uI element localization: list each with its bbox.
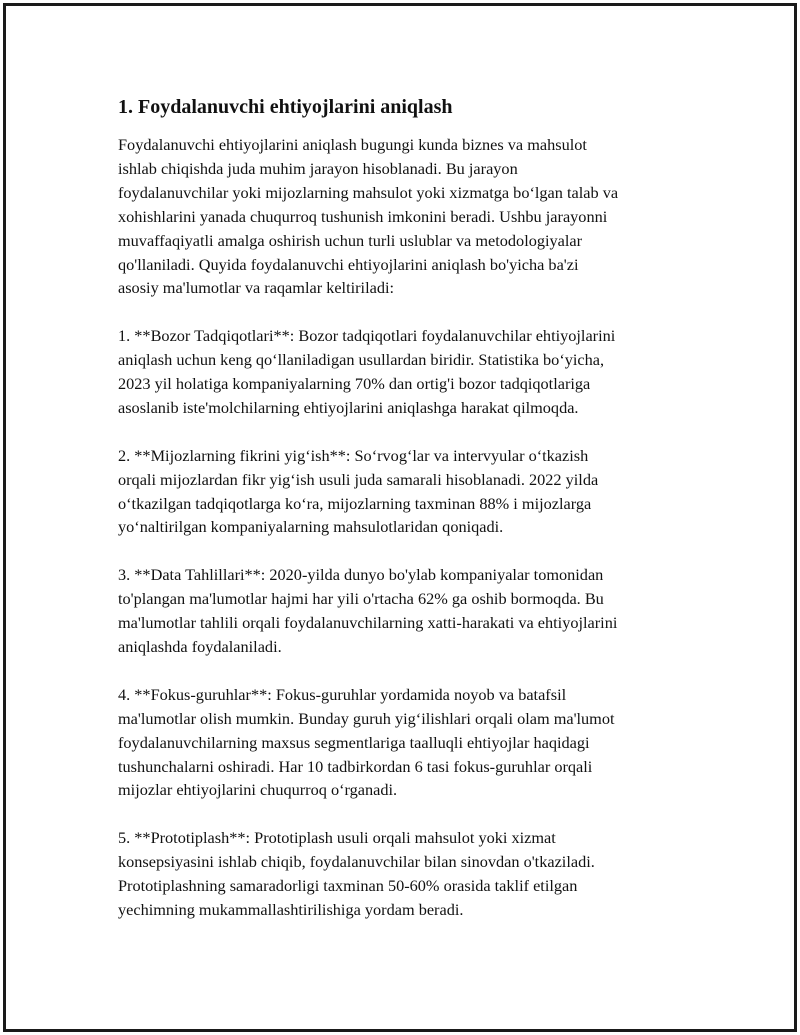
text-line: o‘tkazilgan tadqiqotlarga ko‘ra, mijozlarning taxminan 88% i mijozlarga: [118, 493, 592, 513]
text-line: 3. **Data Tahlillari**: 2020-yilda dunyo bo'ylab kompaniyalar tomonidan: [118, 565, 604, 585]
text-line: muvaffaqiyatli amalga oshirish uchun turli uslublar va metodologiyalar: [118, 230, 583, 250]
text-line: 2. **Mijozlarning fikrini yig‘ish**: So‘rvog‘lar va intervyular o‘tkazish: [118, 445, 589, 465]
intro-paragraph: [118, 133, 688, 300]
text-line: ma'lumotlar tahlili orqali foydalanuvchilarning xatti-harakati va ehtiyojlarini: [118, 613, 618, 633]
text-line: mijozlar ehtiyojlarini chuqurroq o‘rganadi.: [118, 780, 398, 800]
text-line: ma'lumotlar olish mumkin. Bunday guruh yig‘ilishlari orqali olam ma'lumot: [118, 708, 615, 728]
text-line: yechimning mukammallashtirilishiga yordam beradi.: [118, 899, 464, 919]
text-line: to'plangan ma'lumotlar hajmi har yili o'rtacha 62% ga oshib bormoqda. Bu: [118, 589, 604, 609]
item-prototiplash: [118, 826, 688, 922]
text-line: 2023 yil holatiga kompaniyalarning 70% dan ortig'i bozor tadqiqotlariga: [118, 374, 591, 394]
text-line: yo‘naltirilgan kompaniyalarning mahsulotlaridan qoniqadi.: [118, 517, 504, 537]
text-line: 4. **Fokus-guruhlar**: Fokus-guruhlar yordamida noyob va batafsil: [118, 684, 567, 704]
text-line: Prototiplashning samaradorligi taxminan 50-60% orasida taklif etilgan: [118, 876, 578, 896]
text-line: tushunchalarni oshiradi. Har 10 tadbirkordan 6 tasi fokus-guruhlar orqali: [118, 756, 593, 776]
text-line: Foydalanuvchi ehtiyojlarini aniqlash bugungi kunda biznes va mahsulot: [118, 135, 587, 154]
item-mijozlar-fikri: [118, 444, 688, 540]
text-line: orqali mijozlardan fikr yig‘ish usuli juda samarali hisoblanadi. 2022 yilda: [118, 469, 599, 489]
text-line: 1. **Bozor Tadqiqotlari**: Bozor tadqiqotlari foydalanuvchilar ehtiyojlarini: [118, 326, 616, 346]
text-line: aniqlash uchun keng qo‘llaniladigan usullardan biridir. Statistika bo‘yicha,: [118, 350, 605, 370]
text-line: 5. **Prototiplash**: Prototiplash usuli orqali mahsulot yoki xizmat: [118, 828, 556, 848]
text-line: konsepsiyasini ishlab chiqib, foydalanuvchilar bilan sinovdan o'tkaziladi.: [118, 852, 595, 872]
text-line: asosiy ma'lumotlar va raqamlar keltiriladi:: [118, 278, 395, 298]
text-line: foydalanuvchilarning maxsus segmentlariga taalluqli ehtiyojlar haqidagi: [118, 732, 590, 752]
text-line: qo'llaniladi. Quyida foydalanuvchi ehtiyojlarini aniqlash bo'yicha ba'zi: [118, 254, 579, 274]
text-line: xohishlarini yanada chuqurroq tushunish imkonini beradi. Ushbu jarayonni: [118, 206, 608, 226]
text-line: aniqlashda foydalaniladi.: [118, 636, 282, 656]
document-title: 1. Foydalanuvchi ehtiyojlarini aniqlash: [118, 96, 453, 118]
item-bozor-tadqiqotlari: [118, 324, 688, 420]
item-fokus-guruhlar: [118, 683, 688, 803]
text-line: foydalanuvchilar yoki mijozlarning mahsulot yoki xizmatga bo‘lgan talab va: [118, 182, 619, 202]
item-data-tahlillari: [118, 563, 688, 659]
text-line: ishlab chiqishda juda muhim jarayon hisoblanadi. Bu jarayon: [118, 158, 518, 178]
text-line: asoslanib iste'molchilarning ehtiyojlarini aniqlashga harakat qilmoqda.: [118, 397, 579, 417]
document-body: [118, 95, 688, 946]
